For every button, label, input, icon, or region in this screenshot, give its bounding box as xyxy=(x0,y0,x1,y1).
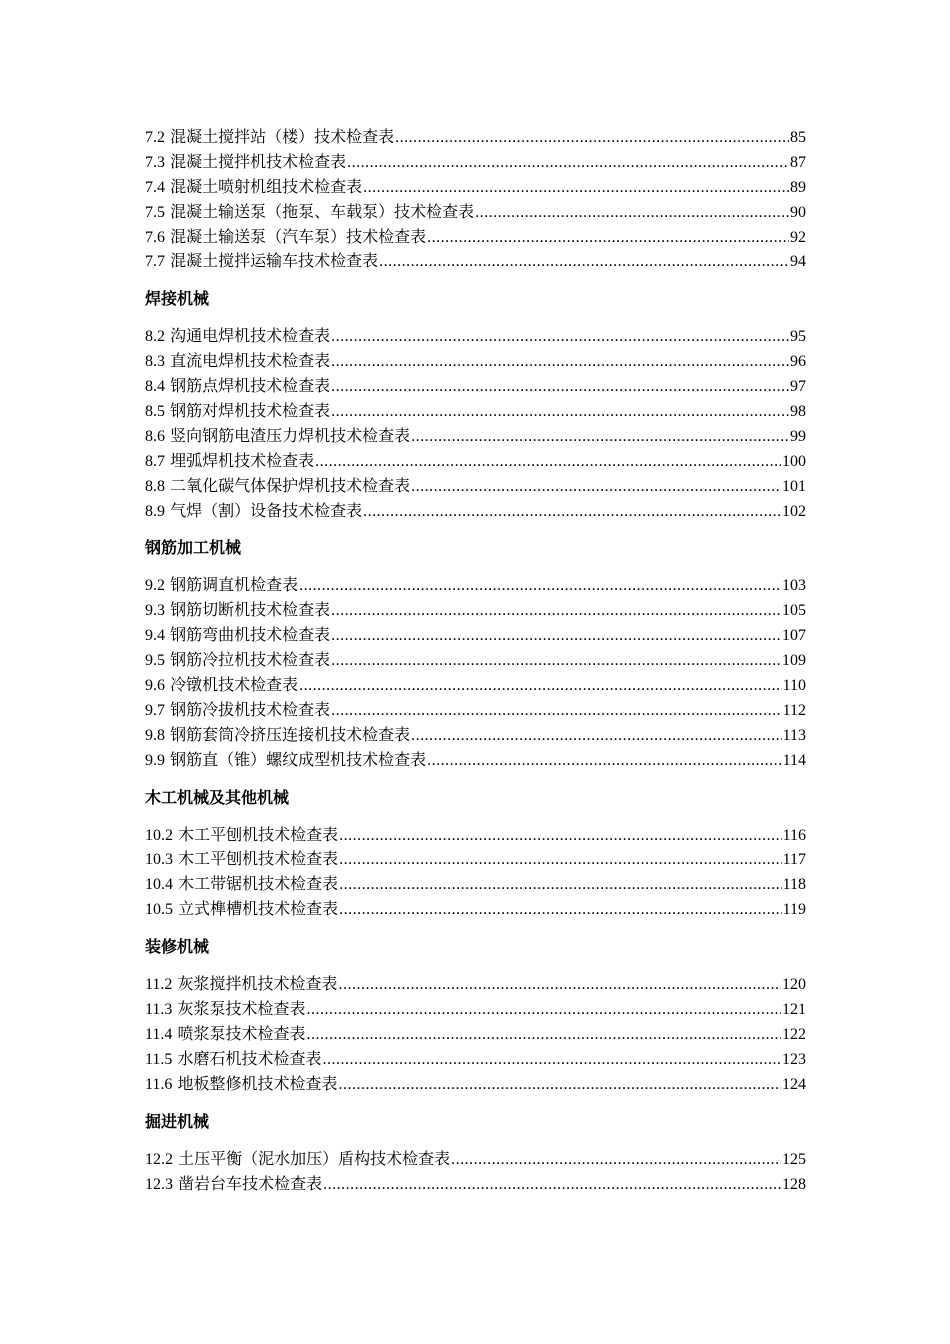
toc-dot-leader xyxy=(331,350,789,375)
toc-entry-label: 钢筋点焊机技术检查表 xyxy=(170,376,331,396)
toc-entry-number: 7.3 xyxy=(145,153,165,171)
toc-page-number: 122 xyxy=(782,1025,806,1043)
toc-entry-label: 钢筋弯曲机技术检查表 xyxy=(170,625,331,645)
toc-entry-label: 混凝土搅拌站（楼）技术检查表 xyxy=(170,127,395,146)
toc-entry-title xyxy=(145,249,378,275)
toc-entry[interactable] xyxy=(145,125,806,150)
toc-entry[interactable] xyxy=(145,175,806,200)
toc-entry-number: 10.4 xyxy=(145,876,173,894)
toc-entry-title xyxy=(145,648,330,674)
toc-page-number: 107 xyxy=(782,627,806,645)
toc-entry[interactable] xyxy=(145,723,806,748)
toc-entry-title xyxy=(145,823,338,849)
toc-entry[interactable] xyxy=(145,150,806,175)
toc-entry-number: 12.3 xyxy=(145,1175,173,1193)
toc-entry[interactable] xyxy=(145,897,806,922)
toc-entry-label: 钢筋调直机检查表 xyxy=(170,575,299,595)
toc-entry-title xyxy=(145,150,346,176)
toc-entry-title xyxy=(145,723,410,749)
toc-entry-label: 立式榫槽机技术检查表 xyxy=(178,899,339,919)
toc-dot-leader xyxy=(339,898,781,923)
toc-entry-label: 灰浆泵技术检查表 xyxy=(177,999,306,1019)
toc-entry-label: 混凝土输送泵（拖泵、车载泵）技术检查表 xyxy=(170,201,475,221)
toc-entry[interactable] xyxy=(145,623,806,648)
toc-entry-number: 8.8 xyxy=(145,477,165,495)
toc-entry-label: 直流电焊机技术检查表 xyxy=(170,351,331,371)
toc-dot-leader xyxy=(331,699,781,724)
toc-entry-number: 10.3 xyxy=(145,851,173,869)
toc-page-number: 103 xyxy=(782,577,806,595)
toc-entry-title xyxy=(145,1072,338,1098)
toc-entry-label: 竖向钢筋电渣压力焊机技术检查表 xyxy=(170,425,411,445)
toc-entry-number: 7.5 xyxy=(145,203,165,221)
toc-entry-number: 11.4 xyxy=(145,1025,173,1043)
toc-entry-title xyxy=(145,1047,322,1073)
toc-entry-number: 8.2 xyxy=(145,328,165,346)
toc-dot-leader xyxy=(339,824,781,849)
toc-entry-title xyxy=(145,225,426,251)
toc-entry[interactable] xyxy=(145,474,806,499)
toc-page-number: 96 xyxy=(790,353,806,371)
toc-entry-label: 气焊（割）设备技术检查表 xyxy=(170,500,363,520)
toc-page-number: 94 xyxy=(790,253,806,271)
toc-entry[interactable] xyxy=(145,399,806,424)
toc-dot-leader xyxy=(323,1048,781,1073)
section-title: 焊接机械 xyxy=(145,289,210,309)
toc-entry-number: 10.5 xyxy=(145,901,173,919)
toc-page-number: 87 xyxy=(790,153,806,171)
toc-entry[interactable] xyxy=(145,374,806,399)
toc-entry-label: 喷浆泵技术检查表 xyxy=(177,1023,306,1043)
toc-dot-leader xyxy=(427,226,789,251)
toc-page-number: 114 xyxy=(782,751,806,769)
toc-entry-label: 凿岩台车技术检查表 xyxy=(178,1173,323,1193)
toc-dot-leader xyxy=(363,500,781,525)
toc-entry-title xyxy=(145,125,394,151)
toc-entry-number: 9.9 xyxy=(145,751,165,769)
toc-entry[interactable] xyxy=(145,1172,806,1197)
toc-page-number: 123 xyxy=(782,1050,806,1068)
toc-dot-leader xyxy=(331,649,781,674)
toc-entry-label: 钢筋对焊机技术检查表 xyxy=(170,401,331,421)
toc-entry[interactable] xyxy=(145,225,806,250)
section-title: 钢筋加工机械 xyxy=(145,538,242,558)
toc-entry-label: 埋弧焊机技术检查表 xyxy=(170,450,315,470)
toc-entry[interactable] xyxy=(145,1022,806,1047)
toc-entry[interactable] xyxy=(145,598,806,623)
toc-entry-label: 水磨石机技术检查表 xyxy=(177,1048,322,1068)
toc-entry-label: 木工平刨机技术检查表 xyxy=(178,824,339,844)
toc-entry[interactable] xyxy=(145,1047,806,1072)
toc-entry-title xyxy=(145,573,298,599)
toc-entry-number: 8.4 xyxy=(145,378,165,396)
toc-dot-leader xyxy=(475,201,789,226)
toc-entry-number: 7.2 xyxy=(145,129,165,146)
toc-page-number: 99 xyxy=(790,427,806,445)
toc-entry[interactable] xyxy=(145,748,806,773)
toc-entry-number: 12.2 xyxy=(145,1150,173,1168)
toc-page-number: 113 xyxy=(782,726,806,744)
toc-page-number: 110 xyxy=(782,677,806,695)
toc-page-number: 120 xyxy=(782,976,806,994)
toc-entry-label: 混凝土搅拌运输车技术检查表 xyxy=(170,251,379,271)
toc-dot-leader xyxy=(331,400,789,425)
toc-entry[interactable] xyxy=(145,997,806,1022)
toc-page-number: 112 xyxy=(782,701,806,719)
toc-dot-leader xyxy=(339,873,781,898)
toc-entry[interactable] xyxy=(145,972,806,997)
toc-entry-title xyxy=(145,623,330,649)
toc-entry-number: 9.7 xyxy=(145,701,165,719)
toc-entry-title xyxy=(145,449,314,475)
toc-entry-title xyxy=(145,424,410,450)
toc-page-number: 90 xyxy=(790,203,806,221)
toc-page-number: 85 xyxy=(790,129,806,146)
toc-entry[interactable] xyxy=(145,200,806,225)
toc-entry[interactable] xyxy=(145,424,806,449)
toc-dot-leader xyxy=(307,998,781,1023)
toc-entry[interactable] xyxy=(145,249,806,274)
toc-entry-number: 11.6 xyxy=(145,1075,173,1093)
toc-entry-label: 钢筋直（锥）螺纹成型机技术检查表 xyxy=(170,749,427,769)
toc-dot-leader xyxy=(331,599,781,624)
toc-entry-label: 钢筋切断机技术检查表 xyxy=(170,600,331,620)
toc-dot-leader xyxy=(299,674,781,699)
toc-entry-label: 钢筋套筒冷挤压连接机技术检查表 xyxy=(170,724,411,744)
toc-entry-label: 木工带锯机技术检查表 xyxy=(178,874,339,894)
toc-dot-leader xyxy=(363,176,789,201)
toc-page-number: 124 xyxy=(782,1075,806,1093)
toc-entry-label: 混凝土搅拌机技术检查表 xyxy=(170,151,347,171)
toc-page-number: 109 xyxy=(782,652,806,670)
toc-dot-leader xyxy=(307,1023,781,1048)
toc-entry-title xyxy=(145,972,338,998)
toc-entry-label: 混凝土输送泵（汽车泵）技术检查表 xyxy=(170,226,427,246)
toc-entry-title xyxy=(145,474,410,500)
toc-entry-title xyxy=(145,598,330,624)
toc-dot-leader xyxy=(331,325,789,350)
toc-entry-label: 混凝土喷射机组技术检查表 xyxy=(170,176,363,196)
toc-dot-leader xyxy=(331,375,789,400)
toc-entry[interactable] xyxy=(145,698,806,723)
toc-entry-title xyxy=(145,997,306,1023)
toc-entry-number: 9.4 xyxy=(145,627,165,645)
toc-entry-title xyxy=(145,698,330,724)
toc-dot-leader xyxy=(411,724,781,749)
toc-entry-number: 10.2 xyxy=(145,826,173,844)
toc-dot-leader xyxy=(427,749,781,774)
toc-entry[interactable] xyxy=(145,847,806,872)
section-title: 掘进机械 xyxy=(145,1111,210,1131)
toc-entry-label: 冷镦机技术检查表 xyxy=(170,675,299,695)
toc-entry-title xyxy=(145,748,426,774)
toc-entry-number: 8.3 xyxy=(145,353,165,371)
toc-entry-title xyxy=(145,1147,450,1173)
toc-entry-number: 8.5 xyxy=(145,403,165,421)
toc-entry-title xyxy=(145,847,338,873)
toc-entry-number: 11.5 xyxy=(145,1050,173,1068)
toc-entry-number: 7.7 xyxy=(145,253,165,271)
toc-entry-number: 9.3 xyxy=(145,602,165,620)
toc-page-number: 98 xyxy=(790,403,806,421)
toc-entry-label: 木工平刨机技术检查表 xyxy=(178,849,339,869)
toc-page-number: 92 xyxy=(790,228,806,246)
toc-page-number: 89 xyxy=(790,178,806,196)
toc-entry[interactable] xyxy=(145,673,806,698)
toc-page xyxy=(145,125,806,1196)
toc-dot-leader xyxy=(315,450,781,475)
toc-entry-title xyxy=(145,374,330,400)
toc-entry-label: 土压平衡（泥水加压）盾构技术检查表 xyxy=(178,1148,451,1168)
toc-page-number: 118 xyxy=(782,876,806,894)
toc-page-number: 116 xyxy=(782,826,806,844)
toc-entry-number: 9.6 xyxy=(145,677,165,695)
toc-entry[interactable] xyxy=(145,449,806,474)
toc-entry-title xyxy=(145,897,338,923)
toc-entry-title xyxy=(145,499,362,525)
toc-entry-title xyxy=(145,673,298,699)
toc-entry-label: 沟通电焊机技术检查表 xyxy=(170,326,331,346)
toc-page-number: 102 xyxy=(782,502,806,520)
toc-page-number: 97 xyxy=(790,378,806,396)
toc-page-number: 128 xyxy=(782,1175,806,1193)
toc-page-number: 119 xyxy=(782,901,806,919)
toc-entry[interactable] xyxy=(145,823,806,848)
toc-page-number: 121 xyxy=(782,1001,806,1019)
toc-dot-leader xyxy=(339,848,781,873)
toc-entry-label: 地板整修机技术检查表 xyxy=(177,1073,338,1093)
section-title: 木工机械及其他机械 xyxy=(145,787,290,807)
toc-dot-leader xyxy=(451,1148,781,1173)
toc-entry-title xyxy=(145,175,362,201)
toc-entry-number: 9.8 xyxy=(145,726,165,744)
toc-entry[interactable] xyxy=(145,1072,806,1097)
section-title: 装修机械 xyxy=(145,937,210,957)
toc-entry-title xyxy=(145,872,338,898)
toc-page-number: 100 xyxy=(782,452,806,470)
toc-entry-number: 9.2 xyxy=(145,577,165,595)
toc-entry-title xyxy=(145,200,474,226)
toc-entry[interactable] xyxy=(145,349,806,374)
toc-entry-title xyxy=(145,1172,322,1198)
toc-entry-title xyxy=(145,324,330,350)
toc-entry-number: 8.7 xyxy=(145,452,165,470)
toc-dot-leader xyxy=(379,250,789,275)
toc-page-number: 95 xyxy=(790,328,806,346)
toc-entry-number: 11.2 xyxy=(145,976,173,994)
toc-dot-leader xyxy=(339,973,781,998)
toc-page-number: 125 xyxy=(782,1150,806,1168)
toc-entry-number: 7.6 xyxy=(145,228,165,246)
toc-entry-number: 9.5 xyxy=(145,652,165,670)
toc-dot-leader xyxy=(299,574,781,599)
toc-entry-number: 7.4 xyxy=(145,178,165,196)
toc-page-number: 117 xyxy=(782,851,806,869)
toc-entry[interactable] xyxy=(145,499,806,524)
toc-entry[interactable] xyxy=(145,648,806,673)
toc-page-number: 101 xyxy=(782,477,806,495)
toc-dot-leader xyxy=(323,1173,781,1198)
toc-entry-label: 钢筋冷拔机技术检查表 xyxy=(170,699,331,719)
toc-entry[interactable] xyxy=(145,872,806,897)
toc-entry-title xyxy=(145,1022,306,1048)
toc-entry-number: 8.6 xyxy=(145,427,165,445)
toc-entry[interactable] xyxy=(145,324,806,349)
toc-dot-leader xyxy=(395,126,789,151)
toc-entry[interactable] xyxy=(145,573,806,598)
toc-entry-label: 灰浆搅拌机技术检查表 xyxy=(177,974,338,994)
toc-entry-number: 8.9 xyxy=(145,502,165,520)
toc-entry-label: 钢筋冷拉机技术检查表 xyxy=(170,650,331,670)
toc-page-number: 105 xyxy=(782,602,806,620)
toc-dot-leader xyxy=(347,151,789,176)
toc-entry-title xyxy=(145,399,330,425)
toc-dot-leader xyxy=(331,624,781,649)
toc-entry-label: 二氧化碳气体保护焊机技术检查表 xyxy=(170,475,411,495)
toc-entry-number: 11.3 xyxy=(145,1001,173,1019)
toc-entry-title xyxy=(145,349,330,375)
toc-entry[interactable] xyxy=(145,1147,806,1172)
toc-dot-leader xyxy=(411,475,781,500)
toc-dot-leader xyxy=(339,1073,781,1098)
toc-dot-leader xyxy=(411,425,789,450)
